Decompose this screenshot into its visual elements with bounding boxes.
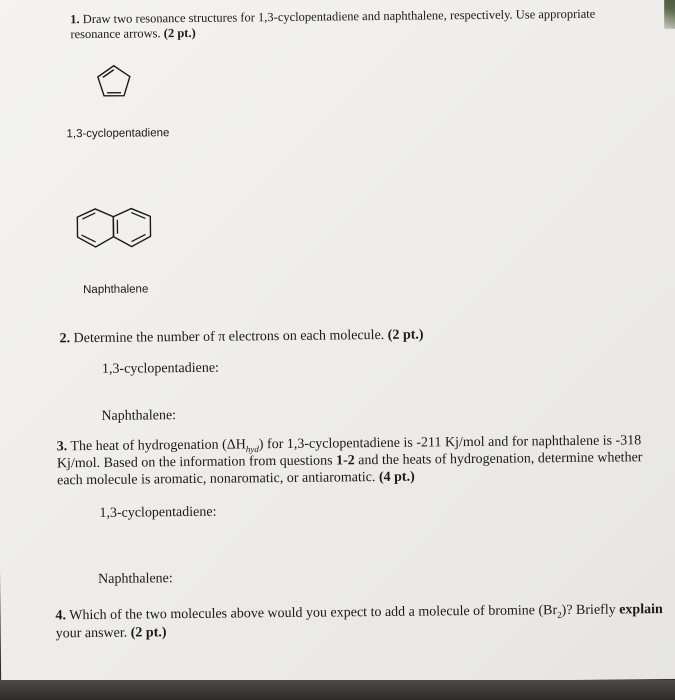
q4-line1-b: )? Briefly — [561, 602, 616, 619]
q1-line1 — [70, 6, 595, 27]
q2-answer1-label: 1,3-cyclopentadiene: — [101, 360, 220, 377]
q3-line1-a: The heat of hydrogenation (ΔH — [70, 437, 246, 455]
q1-line2 — [70, 25, 195, 42]
q2-line — [60, 327, 424, 348]
q3-line3-text: each molecule is aromatic, nonaromatic, or antiaromatic. — [57, 470, 376, 489]
naphthalene-structure — [72, 206, 158, 251]
label-naphthalene: Naphthalene — [83, 283, 149, 297]
q1-number: 1. — [70, 12, 80, 27]
q4-number: 4. — [55, 608, 67, 624]
q2-number: 2. — [59, 331, 71, 347]
page-corner — [664, 0, 675, 29]
background-surface — [0, 680, 675, 700]
q1-points: (2 pt.) — [163, 25, 196, 41]
q4-line2-text: your answer. — [55, 625, 128, 642]
q2-text: Determine the number of π electrons on each molecule. — [73, 327, 385, 347]
q3-answer2-label: Naphthalene: — [98, 571, 173, 587]
q2-answer2-label: Naphthalene: — [101, 408, 177, 424]
q1-text-line1: Draw two resonance structures for 1,3-cyclopentadiene and naphthalene, respectively. Use appropriate — [82, 6, 596, 27]
q4-line1-sub: 2 — [557, 609, 562, 620]
q4-line1-bold: explain — [619, 602, 663, 618]
q3-number: 3. — [56, 439, 68, 455]
q3-answer1-label: 1,3-cyclopentadiene: — [99, 504, 217, 521]
q2-points: (2 pt.) — [387, 327, 424, 343]
q4-line2 — [56, 624, 167, 642]
q3-line2-b: and the heats of hydrogenation, determine whether — [358, 450, 643, 469]
q3-line2-a: Kj/mol. Based on the information from questions — [56, 453, 333, 472]
q4-line1-a: Which of the two molecules above would you expect to add a molecule of bromine (Br — [69, 603, 558, 624]
label-cyclopentadiene: 1,3-cyclopentadiene — [66, 127, 170, 141]
q3-line1-sub: hyd — [245, 444, 259, 455]
cyclopentadiene-structure — [95, 63, 133, 99]
q3-line3 — [57, 469, 415, 490]
q1-text-line2: resonance arrows. — [70, 26, 161, 42]
q3-points: (4 pt.) — [378, 469, 415, 485]
q4-points: (2 pt.) — [130, 625, 167, 641]
q3-line1-b: ) for 1,3-cyclopentadiene is -211 Kj/mol and for naphthalene is -318 — [258, 433, 642, 453]
q3-line2-bold: 1-2 — [335, 453, 355, 469]
